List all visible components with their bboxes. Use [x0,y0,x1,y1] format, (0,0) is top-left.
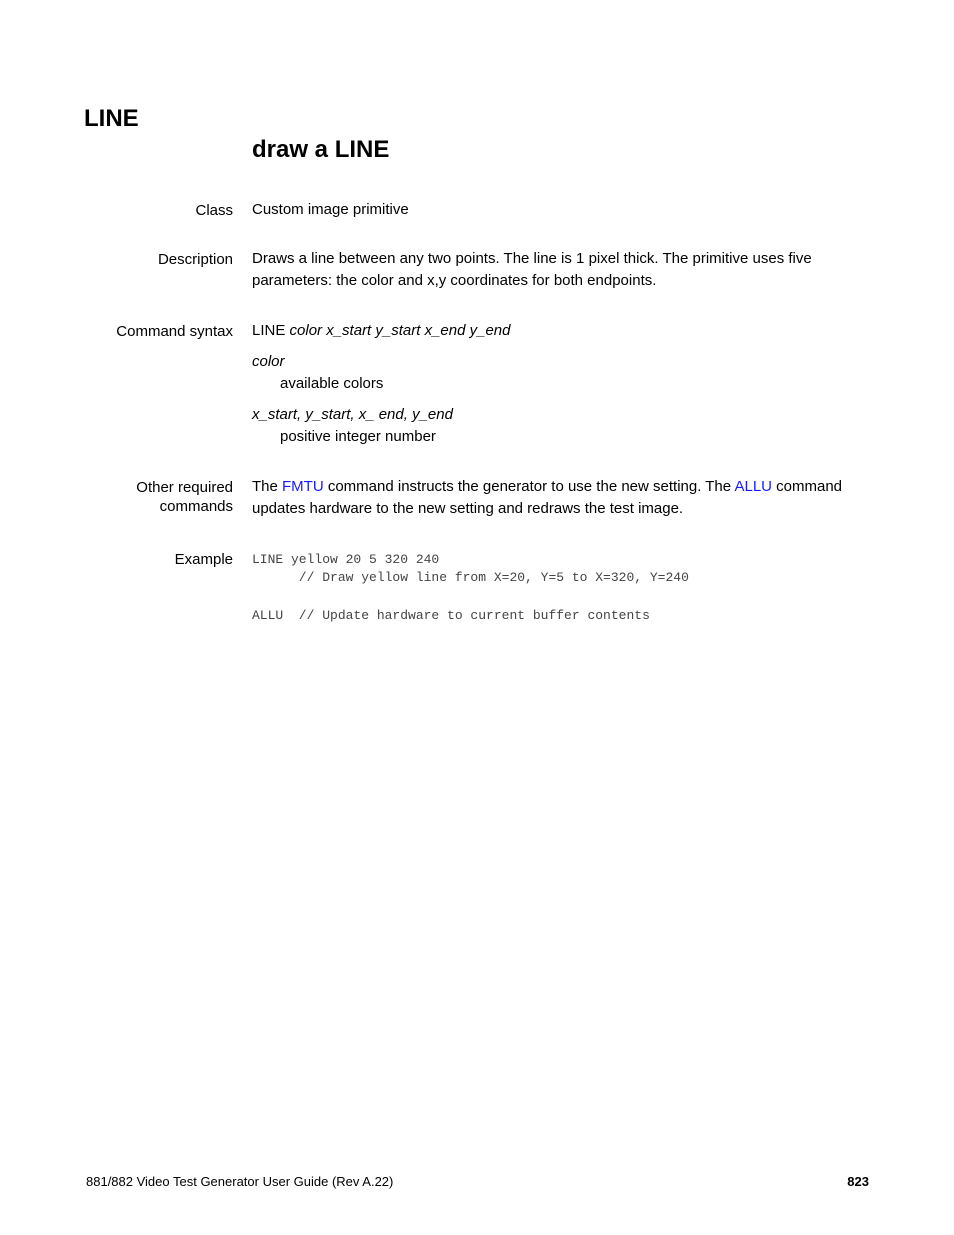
description-line-2: parameters: the color and x,y coordinates for both endpoints. [252,272,657,289]
other-text-b: command instructs the generator to use the new setting. The [323,478,735,495]
example-code-line-3: ALLU // Update hardware to current buffer contents [252,608,650,623]
param-color-desc: available colors [280,375,384,392]
description-line-1: Draws a line between any two points. The line is 1 pixel thick. The primitive uses five [252,250,812,267]
other-text-line-1 [252,476,882,498]
allu-link[interactable]: ALLU [734,478,772,495]
fmtu-link[interactable]: FMTU [282,478,324,495]
example-label: Example [174,551,233,568]
page-title: LINE [84,105,139,132]
other-label-line-2: commands [159,498,233,515]
other-label-line-1: Other required [136,479,233,496]
description-label: Description [157,251,233,268]
other-commands-text [252,476,882,520]
param-color-name: color [252,353,285,370]
other-text-a: The [252,478,283,495]
footer-title: 881/882 Video Test Generator User Guide (Rev A.22) [86,1174,394,1189]
syntax-command: LINE [252,322,286,339]
syntax-line [252,320,882,342]
description-text [252,248,882,292]
example-code-line-2: // Draw yellow line from X=20, Y=5 to X=320, Y=240 [252,570,689,585]
syntax-params: color x_start y_start x_end y_end [289,322,511,339]
other-text-c: command [772,478,843,495]
param-coords-name: x_start, y_start, x_ end, y_end [252,406,453,423]
page-subtitle: draw a LINE [252,136,390,163]
example-code-line-1: LINE yellow 20 5 320 240 [252,552,440,567]
class-label: Class [195,202,233,219]
class-value: Custom image primitive [252,201,409,218]
page-number: 823 [847,1174,869,1189]
other-commands-label [33,478,233,516]
syntax-label: Command syntax [116,323,233,340]
param-coords-desc: positive integer number [280,428,436,445]
other-text-line-2: updates hardware to the new setting and redraws the test image. [252,500,684,517]
